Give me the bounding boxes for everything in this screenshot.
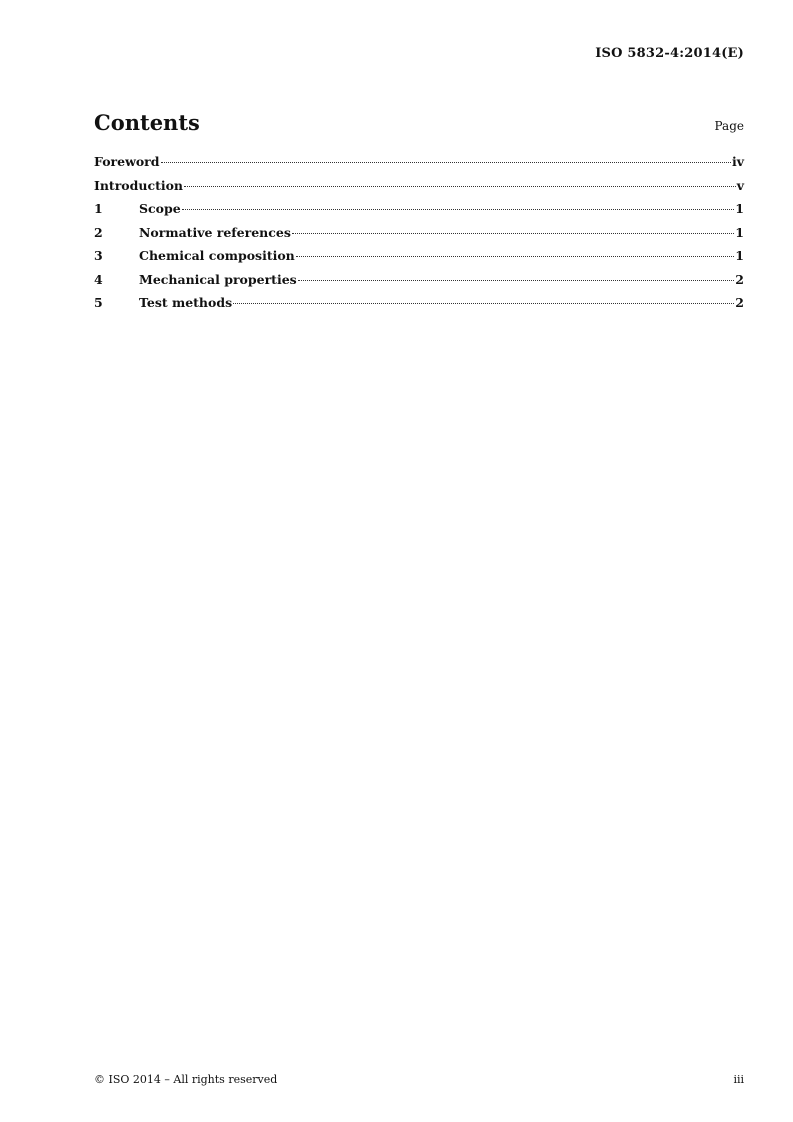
toc-dot-leader [296,256,735,257]
toc-entry-number: 4 [94,271,103,287]
toc-entry-number: 3 [94,248,103,263]
toc-dot-leader [184,186,736,187]
document-id: ISO 5832-4:2014(E) [595,46,744,61]
toc-entry-mechanical-properties[interactable] [94,272,744,296]
toc-entry-page: iv [731,154,744,169]
table-of-contents [94,154,744,319]
toc-entry-number: 1 [94,201,103,216]
toc-entry-title: Test methods [139,295,233,310]
footer-page-number: iii [733,1073,744,1086]
toc-entry-page: 1 [735,224,744,240]
footer-copyright: © ISO 2014 – All rights reserved [94,1073,278,1086]
toc-entry-title: Mechanical properties [139,271,297,287]
toc-dot-leader [182,209,735,210]
toc-entry-title: Foreword [94,154,160,169]
toc-entry-introduction[interactable] [94,178,744,202]
toc-entry-page: v [736,177,744,193]
toc-entry-page: 2 [735,271,744,287]
toc-entry-test-methods[interactable] [94,295,744,319]
contents-header [94,110,744,140]
toc-entry-title: Introduction [94,177,184,193]
toc-entry-title: Normative references [139,224,291,240]
toc-dot-leader [233,303,734,304]
toc-dot-leader [292,233,734,234]
toc-entry-title: Chemical composition [139,248,295,263]
toc-entry-foreword[interactable] [94,154,744,178]
toc-dot-leader [161,162,731,163]
toc-entry-number: 5 [94,295,103,310]
toc-entry-scope[interactable] [94,201,744,225]
toc-entry-title: Scope [139,201,181,216]
toc-entry-page: 1 [735,201,744,216]
toc-entry-number: 2 [94,224,103,240]
toc-entry-normative-references[interactable] [94,225,744,249]
contents-title: Contents [94,110,200,135]
toc-entry-page: 1 [735,248,744,263]
page-column-label: Page [714,119,744,133]
toc-dot-leader [298,280,735,281]
toc-entry-page: 2 [735,295,744,310]
toc-entry-chemical-composition[interactable] [94,248,744,272]
